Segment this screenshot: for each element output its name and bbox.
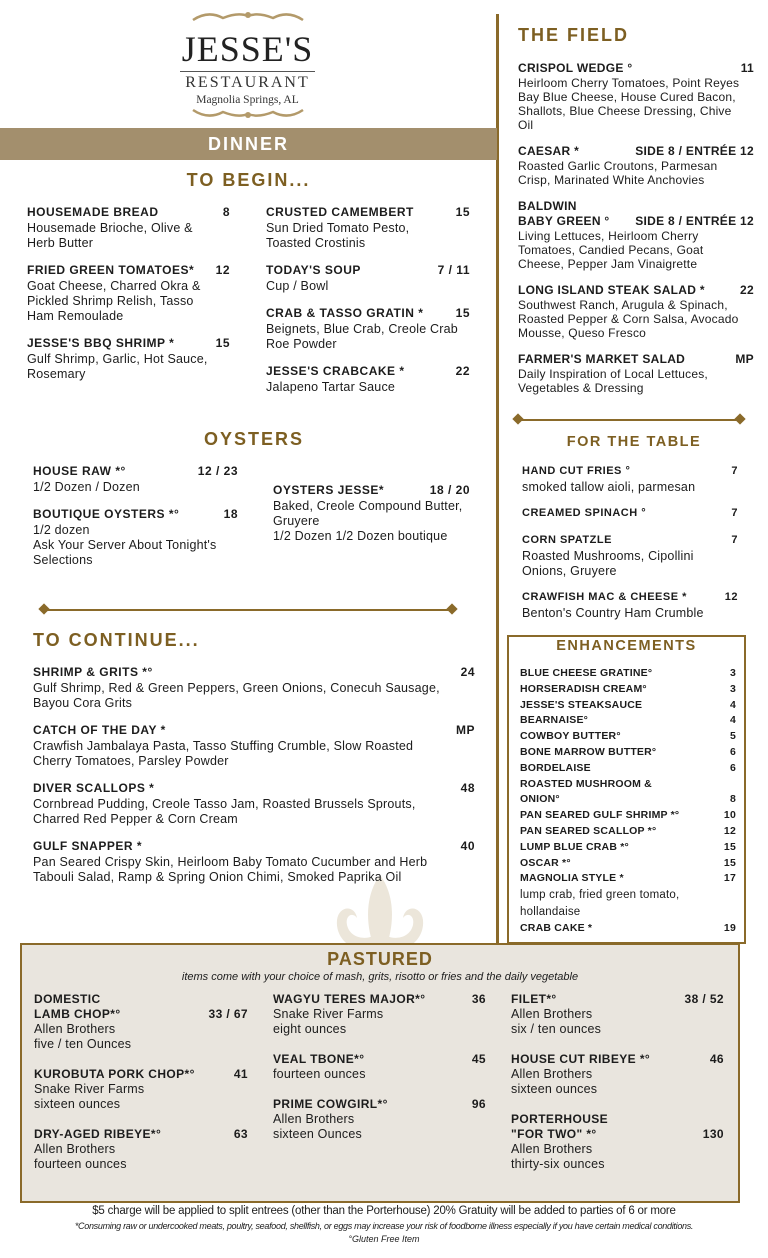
menu-item-description: Allen Brothers (34, 1142, 116, 1156)
menu-item-description: Shallots, Blue Cheese Dressing, Chive (518, 104, 732, 118)
menu-item-price: 12 / 23 (197, 464, 238, 478)
menu-item-name: FRIED GREEN TOMATOES* (27, 263, 195, 277)
menu-item-header (518, 352, 754, 367)
menu-item-price: 5 (729, 730, 736, 743)
logo-location: Magnolia Springs, AL (196, 94, 299, 106)
menu-item-header (33, 780, 475, 797)
menu-item (518, 352, 754, 395)
menu-item-name: LONG ISLAND STEAK SALAD * (518, 283, 705, 297)
menu-item-name: PAN SEARED SCALLOP *° (520, 824, 657, 837)
menu-item-name: SHRIMP & GRITS *° (33, 665, 153, 679)
menu-item-name: BOUTIQUE OYSTERS *° (33, 507, 180, 521)
menu-item-header (273, 992, 486, 1007)
menu-item-description: Jalapeno Tartar Sauce (266, 380, 396, 394)
ornamental-divider (518, 419, 740, 421)
menu-item-price: 40 (460, 839, 475, 853)
menu-item-name: BORDELAISE (520, 761, 591, 774)
menu-item-description: Pickled Shrimp Relish, Tasso (27, 294, 194, 308)
pastured-subtitle: items come with your choice of mash, grits, risotto or fries and the daily vegetable (181, 971, 579, 983)
menu-item-description: Bayou Cora Grits (33, 696, 133, 710)
menu-item-name: ROASTED MUSHROOM & ONION° (520, 777, 652, 806)
menu-item-description: Allen Brothers (511, 1067, 593, 1081)
menu-item-description: Crawfish Jambalaya Pasta, Tasso Stuffing Crumble, Slow Roasted (33, 739, 414, 753)
menu-item (273, 1097, 486, 1142)
raw-food-warning: *Consuming raw or undercooked meats, poultry, seafood, shellfish, or eggs may increase your risk of foodborne illness especially if you have certain medical conditions. (74, 1221, 694, 1231)
menu-item-price: 8 (222, 205, 230, 219)
menu-item-description: Cherry Tomatoes, Parsley Powder (33, 754, 229, 768)
menu-item-price: SIDE 8 / ENTRÉE 12 (635, 144, 754, 158)
menu-item (520, 666, 736, 682)
menu-item-header (27, 204, 230, 221)
menu-item-name: CRAWFISH MAC & CHEESE * (522, 591, 687, 603)
menu-item-description: Roe Powder (266, 337, 337, 351)
menu-item-header (520, 808, 736, 824)
menu-item-description: Gulf Shrimp, Garlic, Hot Sauce, (27, 352, 208, 366)
menu-item-description: Gruyere (273, 514, 320, 528)
menu-item (520, 808, 736, 824)
menu-item-description: Tabouli Salad, Ramp & Spring Onion Chimi, Smoked Paprika Oil (33, 870, 402, 884)
menu-item (520, 682, 736, 698)
menu-item-description: Living Lettuces, Heirloom Cherry (518, 229, 699, 243)
for-the-table-list (522, 463, 738, 631)
menu-item-header (522, 505, 738, 522)
menu-item-price: 4 (729, 714, 736, 727)
menu-item-name: PAN SEARED GULF SHRIMP *° (520, 809, 680, 822)
menu-item-name: OYSTERS JESSE* (273, 483, 385, 497)
menu-item-description: Toasted Crostinis (266, 236, 366, 250)
for-the-table-heading: FOR THE TABLE (566, 434, 702, 450)
menu-item-price: 41 (233, 1067, 248, 1081)
to-begin-heading: TO BEGIN... (186, 170, 311, 190)
menu-item-description: Ask Your Server About Tonight's (33, 538, 217, 552)
menu-item-description: Cornbread Pudding, Creole Tasso Jam, Roasted Brussels Sprouts, (33, 797, 416, 811)
menu-item-name: GULF SNAPPER * (33, 839, 143, 853)
menu-item-name: CRAB CAKE * (520, 922, 593, 935)
menu-item-price: 7 (731, 534, 738, 546)
menu-item (273, 1052, 486, 1082)
menu-item-header (520, 745, 736, 761)
menu-item-price: 17 (723, 872, 736, 885)
menu-item (520, 698, 736, 714)
menu-item-header (518, 283, 754, 298)
ornament-icon (188, 10, 308, 24)
menu-item-description: 1/2 Dozen 1/2 Dozen boutique (273, 529, 448, 543)
menu-item-price: SIDE 8 / ENTRÉE 12 (635, 214, 754, 228)
menu-item (266, 363, 470, 395)
menu-item-description: Roasted Garlic Croutons, Parmesan (518, 159, 718, 173)
menu-item-price: 6 (729, 761, 736, 774)
pastured-col-1 (34, 992, 248, 1187)
menu-item-description: thirty-six ounces (511, 1157, 605, 1171)
menu-item-price: 11 (740, 61, 754, 75)
to-continue-heading: TO CONTINUE... (33, 630, 200, 650)
menu-item (520, 761, 736, 777)
menu-item-price: 63 (233, 1127, 248, 1141)
menu-item (522, 532, 738, 579)
menu-item-header (518, 199, 754, 229)
gluten-free-note: °Gluten Free Item (348, 1234, 420, 1244)
menu-item-header (266, 262, 470, 279)
menu-item-price: 15 (455, 306, 470, 320)
menu-item-name: MAGNOLIA STYLE * (520, 872, 624, 885)
menu-item-header (33, 722, 475, 739)
menu-item-name: DOMESTIC LAMB CHOP*° (34, 992, 121, 1021)
menu-item (520, 713, 736, 729)
menu-item (273, 482, 470, 544)
menu-item (266, 305, 470, 352)
menu-item-header (273, 1052, 486, 1067)
to-begin-left (27, 204, 230, 393)
menu-item-price: 33 / 67 (208, 1007, 248, 1021)
menu-item-description: Allen Brothers (34, 1022, 116, 1036)
menu-item-name: CRISPOL WEDGE ° (518, 61, 633, 75)
menu-item-header (34, 992, 248, 1022)
menu-item-price: 12 (215, 263, 230, 277)
menu-item-header (520, 713, 736, 729)
menu-item-description: Allen Brothers (511, 1007, 593, 1021)
menu-item (520, 729, 736, 745)
menu-item-header (522, 532, 738, 549)
menu-item-description: Snake River Farms (273, 1007, 384, 1021)
menu-item-header (33, 506, 238, 523)
menu-item-name: HOUSEMADE BREAD (27, 205, 159, 219)
menu-item-description: Benton's Country Ham Crumble (522, 606, 704, 620)
menu-item-name: FILET*° (511, 992, 557, 1006)
menu-item-name: WAGYU TERES MAJOR*° (273, 992, 426, 1006)
menu-item-price: MP (735, 352, 754, 366)
menu-item-price: 15 (723, 856, 736, 869)
menu-item-header (520, 682, 736, 698)
menu-item (520, 871, 736, 921)
menu-item-name: CATCH OF THE DAY * (33, 723, 166, 737)
menu-item-header (522, 589, 738, 606)
menu-item-header (518, 61, 754, 76)
menu-item-description: Ham Remoulade (27, 309, 124, 323)
menu-item-header (33, 664, 475, 681)
menu-item (522, 463, 738, 495)
menu-item-header (33, 838, 475, 855)
menu-item-header (520, 871, 736, 887)
menu-item-price: 36 (471, 992, 486, 1006)
menu-item-header (520, 729, 736, 745)
menu-item-name: CREAMED SPINACH ° (522, 507, 647, 519)
menu-item (27, 335, 230, 382)
menu-item-name: CRUSTED CAMEMBERT (266, 205, 414, 219)
menu-item-description: Roasted Mushrooms, Cipollini (522, 549, 694, 563)
logo-subtitle: RESTAURANT (180, 71, 315, 92)
menu-item-name: KUROBUTA PORK CHOP*° (34, 1067, 195, 1081)
menu-item (520, 824, 736, 840)
menu-item-name: BLUE CHEESE GRATINE° (520, 667, 653, 679)
menu-item-name: JESSE'S CRABCAKE * (266, 364, 405, 378)
menu-item-description: eight ounces (273, 1022, 347, 1036)
menu-item (511, 992, 724, 1037)
menu-item-price: 12 (724, 591, 738, 603)
menu-item-description: 1/2 Dozen / Dozen (33, 480, 140, 494)
menu-item-description: Tomatoes, Candied Pecans, Goat (518, 243, 704, 257)
menu-item-name: HOUSE RAW *° (33, 464, 126, 478)
oysters-right (273, 482, 470, 555)
menu-item-price: 7 (731, 507, 738, 519)
menu-item (33, 838, 475, 885)
menu-item-description: sixteen ounces (511, 1082, 598, 1096)
menu-item-name: BONE MARROW BUTTER° (520, 745, 657, 758)
menu-item-price: 7 (731, 465, 738, 477)
menu-item-name: BEARNAISE° (520, 714, 589, 727)
menu-item-description: Onions, Gruyere (522, 564, 617, 578)
menu-item-header (273, 1097, 486, 1112)
to-continue-list (33, 664, 475, 896)
menu-item-description: Herb Butter (27, 236, 94, 250)
ornamental-divider (44, 609, 452, 611)
menu-item-description: Daily Inspiration of Local Lettuces, (518, 367, 708, 381)
menu-item (273, 992, 486, 1037)
menu-item-price: 24 (460, 665, 475, 679)
menu-item-price: 15 (215, 336, 230, 350)
oysters-heading: OYSTERS (203, 429, 305, 449)
menu-item-name: DIVER SCALLOPS * (33, 781, 155, 795)
logo-name: JESSE'S (181, 29, 314, 69)
menu-item-name: CAESAR * (518, 144, 580, 158)
menu-item-description: Snake River Farms (34, 1082, 145, 1096)
menu-item (518, 199, 754, 271)
menu-item-header (33, 463, 238, 480)
menu-item-price: 18 (223, 507, 238, 521)
menu-item-description: Rosemary (27, 367, 86, 381)
menu-item-description: Allen Brothers (273, 1112, 355, 1126)
menu-item-name: PORTERHOUSE "FOR TWO" *° (511, 1112, 609, 1141)
menu-item-price: 22 (455, 364, 470, 378)
menu-item-price: 8 (729, 793, 736, 806)
restaurant-logo (160, 10, 335, 125)
enhancements-heading: ENHANCEMENTS (556, 638, 697, 654)
menu-item-description: smoked tallow aioli, parmesan (522, 480, 696, 494)
menu-item-description: Charred Red Pepper & Corn Cream (33, 812, 238, 826)
menu-item-name: JESSE'S STEAKSAUCE (520, 698, 643, 711)
menu-item-name: JESSE'S BBQ SHRIMP * (27, 336, 175, 350)
menu-item-header (520, 824, 736, 840)
menu-item (33, 664, 475, 711)
menu-item (266, 262, 470, 294)
menu-item-price: 6 (729, 745, 736, 758)
menu-item-price: 45 (471, 1052, 486, 1066)
menu-item (520, 745, 736, 761)
menu-item-description: Allen Brothers (511, 1142, 593, 1156)
menu-item-header (518, 144, 754, 159)
menu-item-header (520, 921, 736, 937)
menu-item (518, 61, 754, 132)
menu-item-price: 3 (729, 682, 736, 695)
menu-item-header (273, 482, 470, 499)
menu-item-description: sixteen Ounces (273, 1127, 362, 1141)
menu-item-header (511, 1112, 724, 1142)
menu-item-price: 12 (723, 824, 736, 837)
menu-item (33, 780, 475, 827)
menu-item-description: Roasted Pepper & Corn Salsa, Avocado (518, 312, 739, 326)
menu-item-header (266, 305, 470, 322)
menu-item-header (520, 777, 736, 809)
menu-item-description: Baked, Creole Compound Butter, (273, 499, 463, 513)
menu-item-description: fourteen ounces (34, 1157, 127, 1171)
menu-item-header (27, 262, 230, 279)
menu-item-header (520, 761, 736, 777)
menu-item-name: FARMER'S MARKET SALAD (518, 352, 686, 366)
menu-item-description: Southwest Ranch, Arugula & Spinach, (518, 298, 728, 312)
menu-item (518, 144, 754, 187)
menu-item-header (266, 363, 470, 380)
pastured-box (20, 943, 740, 1203)
menu-item-description: Gulf Shrimp, Red & Green Peppers, Green Onions, Conecuh Sausage, (33, 681, 440, 695)
dinner-banner: DINNER (0, 128, 497, 160)
menu-item-description: Beignets, Blue Crab, Creole Crab (266, 322, 458, 336)
menu-item-description: Oil (518, 118, 534, 132)
menu-item-price: MP (456, 723, 475, 737)
menu-item (511, 1112, 724, 1172)
menu-item-description: Selections (33, 553, 93, 567)
menu-item-price: 48 (460, 781, 475, 795)
menu-item (520, 856, 736, 872)
menu-item (520, 921, 736, 937)
menu-item-name: LUMP BLUE CRAB *° (520, 840, 629, 853)
menu-item (266, 204, 470, 251)
menu-item-description: Goat Cheese, Charred Okra & (27, 279, 201, 293)
menu-item-header (34, 1067, 248, 1082)
menu-item-price: 10 (723, 809, 736, 822)
menu-item (34, 992, 248, 1052)
the-field-list (518, 61, 754, 407)
menu-item (33, 463, 238, 495)
menu-item-description: Heirloom Cherry Tomatoes, Point Reyes (518, 76, 740, 90)
menu-item-name: HOUSE CUT RIBEYE *° (511, 1052, 651, 1066)
menu-item-description: fourteen ounces (273, 1067, 366, 1081)
menu-item-description: Pan Seared Crispy Skin, Heirloom Baby Tomato Cucumber and Herb (33, 855, 428, 869)
to-begin-right (266, 204, 470, 406)
split-charge-note: $5 charge will be applied to split entrees (other than the Porterhouse) 20% Gratuity will be added to parties of 6 or more (92, 1205, 676, 1217)
ornament-icon (188, 106, 308, 120)
menu-item (34, 1067, 248, 1112)
enhancements-list (520, 666, 736, 937)
menu-item-name: CORN SPATZLE (522, 534, 612, 546)
menu-item-description: sixteen ounces (34, 1097, 121, 1111)
menu-item (518, 283, 754, 340)
menu-item-description: six / ten ounces (511, 1022, 602, 1036)
menu-item-header (520, 666, 736, 682)
menu-item-name: BALDWIN BABY GREEN ° (518, 199, 610, 228)
menu-item-header (520, 840, 736, 856)
menu-item (511, 1052, 724, 1097)
menu-item-description: Bay Blue Cheese, House Cured Bacon, (518, 90, 736, 104)
menu-item-price: 18 / 20 (429, 483, 470, 497)
menu-item (27, 262, 230, 324)
menu-item-name: HAND CUT FRIES ° (522, 465, 631, 477)
pastured-col-2 (273, 992, 486, 1157)
menu-item-header (266, 204, 470, 221)
menu-item-description: five / ten Ounces (34, 1037, 132, 1051)
menu-item (520, 777, 736, 809)
menu-item-price: 96 (471, 1097, 486, 1111)
menu-item-description: Mousse, Queso Fresco (518, 326, 647, 340)
menu-item (520, 840, 736, 856)
menu-item-price: 130 (702, 1127, 724, 1141)
menu-item-header (511, 1052, 724, 1067)
menu-item-price: 46 (709, 1052, 724, 1066)
menu-item-header (522, 463, 738, 480)
menu-item (27, 204, 230, 251)
menu-item-name: PRIME COWGIRL*° (273, 1097, 388, 1111)
menu-item-header (27, 335, 230, 352)
enhancements-box (507, 635, 746, 944)
pastured-heading: PASTURED (327, 949, 433, 969)
menu-item-name: DRY-AGED RIBEYE*° (34, 1127, 162, 1141)
menu-item-name: HORSERADISH CREAM° (520, 682, 647, 695)
menu-item-price: 22 (740, 283, 754, 297)
menu-item-description: Cheese, Pepper Jam Vinaigrette (518, 257, 698, 271)
menu-item-price: 3 (729, 667, 736, 679)
menu-item (33, 722, 475, 769)
menu-item-price: 4 (729, 698, 736, 711)
menu-item-name: CRAB & TASSO GRATIN * (266, 306, 424, 320)
menu-item-header (34, 1127, 248, 1142)
menu-item-name: TODAY'S SOUP (266, 263, 361, 277)
menu-item-header (520, 856, 736, 872)
menu-item-price: 38 / 52 (684, 992, 724, 1006)
menu-item-name: COWBOY BUTTER° (520, 730, 621, 743)
menu-item-header (511, 992, 724, 1007)
menu-item-description: hollandaise (520, 906, 581, 919)
menu-item-name: OSCAR *° (520, 856, 571, 869)
menu-item (33, 506, 238, 568)
menu-item-description: Sun Dried Tomato Pesto, (266, 221, 410, 235)
menu-item-price: 19 (723, 922, 736, 935)
menu-item (522, 505, 738, 522)
menu-item (34, 1127, 248, 1172)
menu-item-description: Cup / Bowl (266, 279, 329, 293)
menu-item-header (520, 698, 736, 714)
oysters-left (33, 463, 238, 579)
menu-item-description: lump crab, fried green tomato, (520, 889, 680, 902)
menu-item-description: Vegetables & Dressing (518, 381, 644, 395)
menu-item-description: 1/2 dozen (33, 523, 90, 537)
menu-item-description: Crisp, Marinated White Anchovies (518, 173, 705, 187)
menu-item-price: 7 / 11 (437, 263, 470, 277)
the-field-heading: THE FIELD (518, 25, 629, 45)
pastured-col-3 (511, 992, 724, 1187)
menu-item-price: 15 (455, 205, 470, 219)
menu-item-name: VEAL TBONE*° (273, 1052, 365, 1066)
menu-item (522, 589, 738, 621)
menu-item-price: 15 (723, 840, 736, 853)
menu-item-description: Housemade Brioche, Olive & (27, 221, 193, 235)
